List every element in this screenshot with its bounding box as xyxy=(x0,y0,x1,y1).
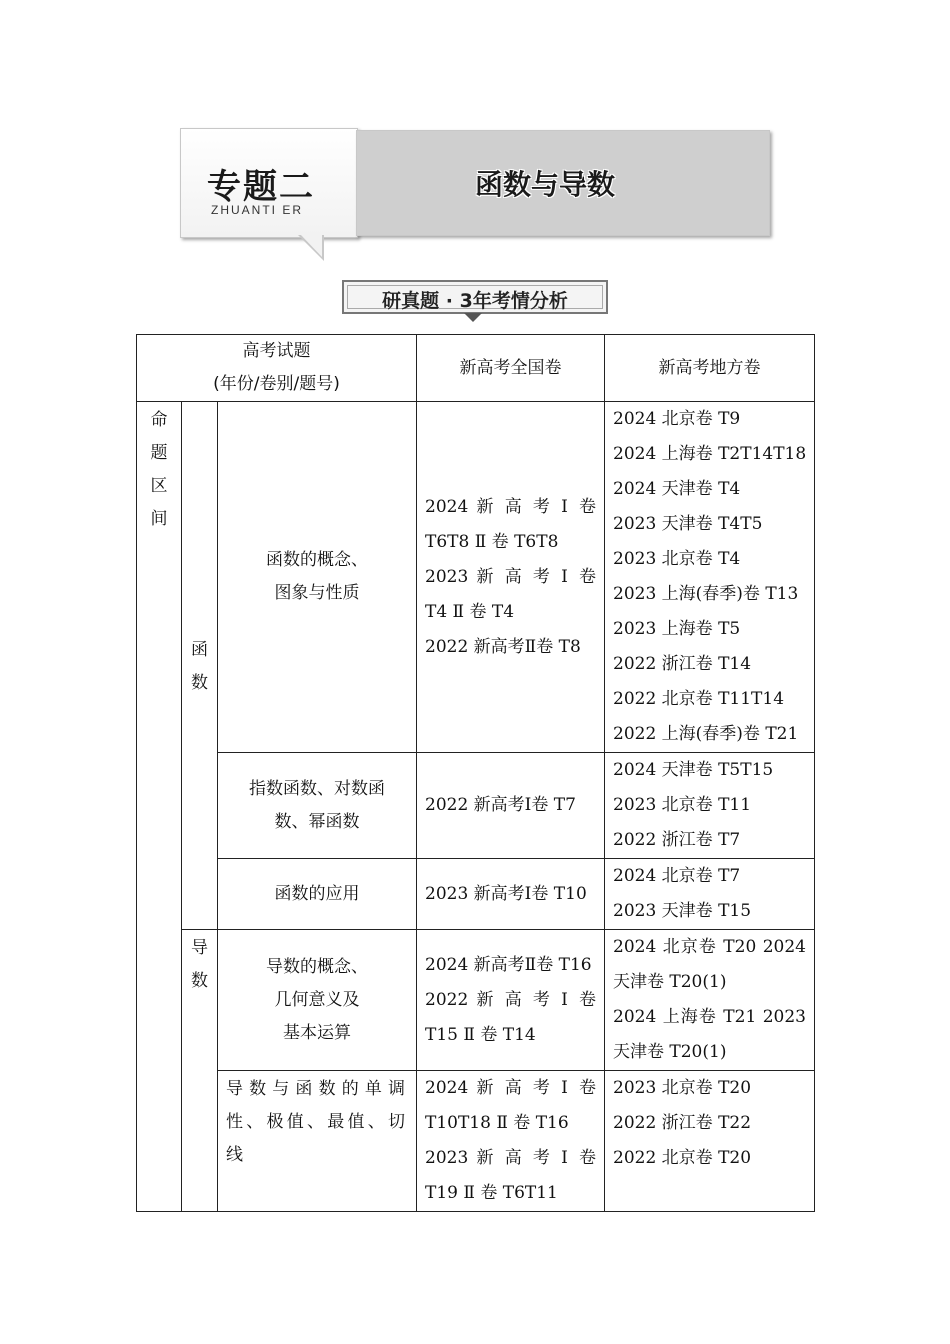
table-row xyxy=(137,1071,815,1212)
header-exam-questions: 高考试题 (年份/卷别/题号) xyxy=(137,335,417,402)
topic-cell: 函数的概念、 图象与性质 xyxy=(218,402,417,753)
topic-cell: 函数的应用 xyxy=(218,859,417,930)
local-cell: 2023 北京卷 T20 2022 浙江卷 T22 2022 北京卷 T20 xyxy=(605,1071,815,1212)
national-cell: 2024 新 高 考 Ⅰ 卷 T6T8 Ⅱ 卷 T6T8 2023 新 高 考 Ⅰ 卷 T4 Ⅱ 卷 T4 2022 新高考Ⅱ卷 T8 xyxy=(417,402,605,753)
table-row xyxy=(137,402,815,753)
chapter-badge xyxy=(180,128,358,238)
table-header-row xyxy=(137,335,815,402)
section-arrow-icon xyxy=(464,313,482,322)
national-cell: 2023 新高考Ⅰ卷 T10 xyxy=(417,859,605,930)
section-label: 研真题 · 3年考情分析 xyxy=(382,290,568,312)
header-local: 新高考地方卷 xyxy=(605,335,815,402)
section-label-box xyxy=(342,280,608,314)
national-cell: 2024 新高考Ⅱ卷 T16 2022 新 高 考 Ⅰ 卷 T15 Ⅱ 卷 T14 xyxy=(417,930,605,1071)
national-cell: 2022 新高考Ⅰ卷 T7 xyxy=(417,753,605,859)
topic-cell: 指数函数、对数函 数、幂函数 xyxy=(218,753,417,859)
chapter-title: 专题二 xyxy=(207,167,315,207)
header-national: 新高考全国卷 xyxy=(417,335,605,402)
table-row xyxy=(137,753,815,859)
national-cell: 2024 新 高 考 Ⅰ 卷 T10T18 Ⅱ 卷 T16 2023 新 高 考 Ⅰ 卷 T19 Ⅱ 卷 T6T11 xyxy=(417,1071,605,1212)
table-row xyxy=(137,930,815,1071)
category-derivative-cell: 导 数 xyxy=(182,930,218,1212)
local-cell: 2024 北京卷 T7 2023 天津卷 T15 xyxy=(605,859,815,930)
chapter-subtitle: ZHUANTI ER xyxy=(211,203,303,217)
chapter-topic: 函数与导数 xyxy=(475,168,616,201)
local-cell: 2024 天津卷 T5T15 2023 北京卷 T11 2022 浙江卷 T7 xyxy=(605,753,815,859)
chapter-banner xyxy=(180,128,770,238)
topic-cell: 导数的概念、 几何意义及 基本运算 xyxy=(218,930,417,1071)
topic-cell: 导数与函数的单调性、极值、最值、切线 xyxy=(218,1071,417,1212)
table-row xyxy=(137,859,815,930)
category-function-cell: 函 数 xyxy=(182,402,218,930)
exam-analysis-table xyxy=(136,334,815,1212)
chapter-topic-box xyxy=(356,130,770,236)
local-cell: 2024 北京卷 T20 2024 天津卷 T20(1) 2024 上海卷 T21 2023 天津卷 T20(1) xyxy=(605,930,815,1071)
local-cell: 2024 北京卷 T9 2024 上海卷 T2T14T18 2024 天津卷 T4 2023 天津卷 T4T5 2023 北京卷 T4 2023 上海(春季)卷 T13 2023 上海卷 T5 2022 浙江卷 T14 2022 北京卷 T11T14 2022 上海(春季)卷 T21 xyxy=(605,402,815,753)
group-label-cell: 命 题 区 间 xyxy=(137,402,182,1212)
banner-pointer-fill xyxy=(300,234,322,257)
